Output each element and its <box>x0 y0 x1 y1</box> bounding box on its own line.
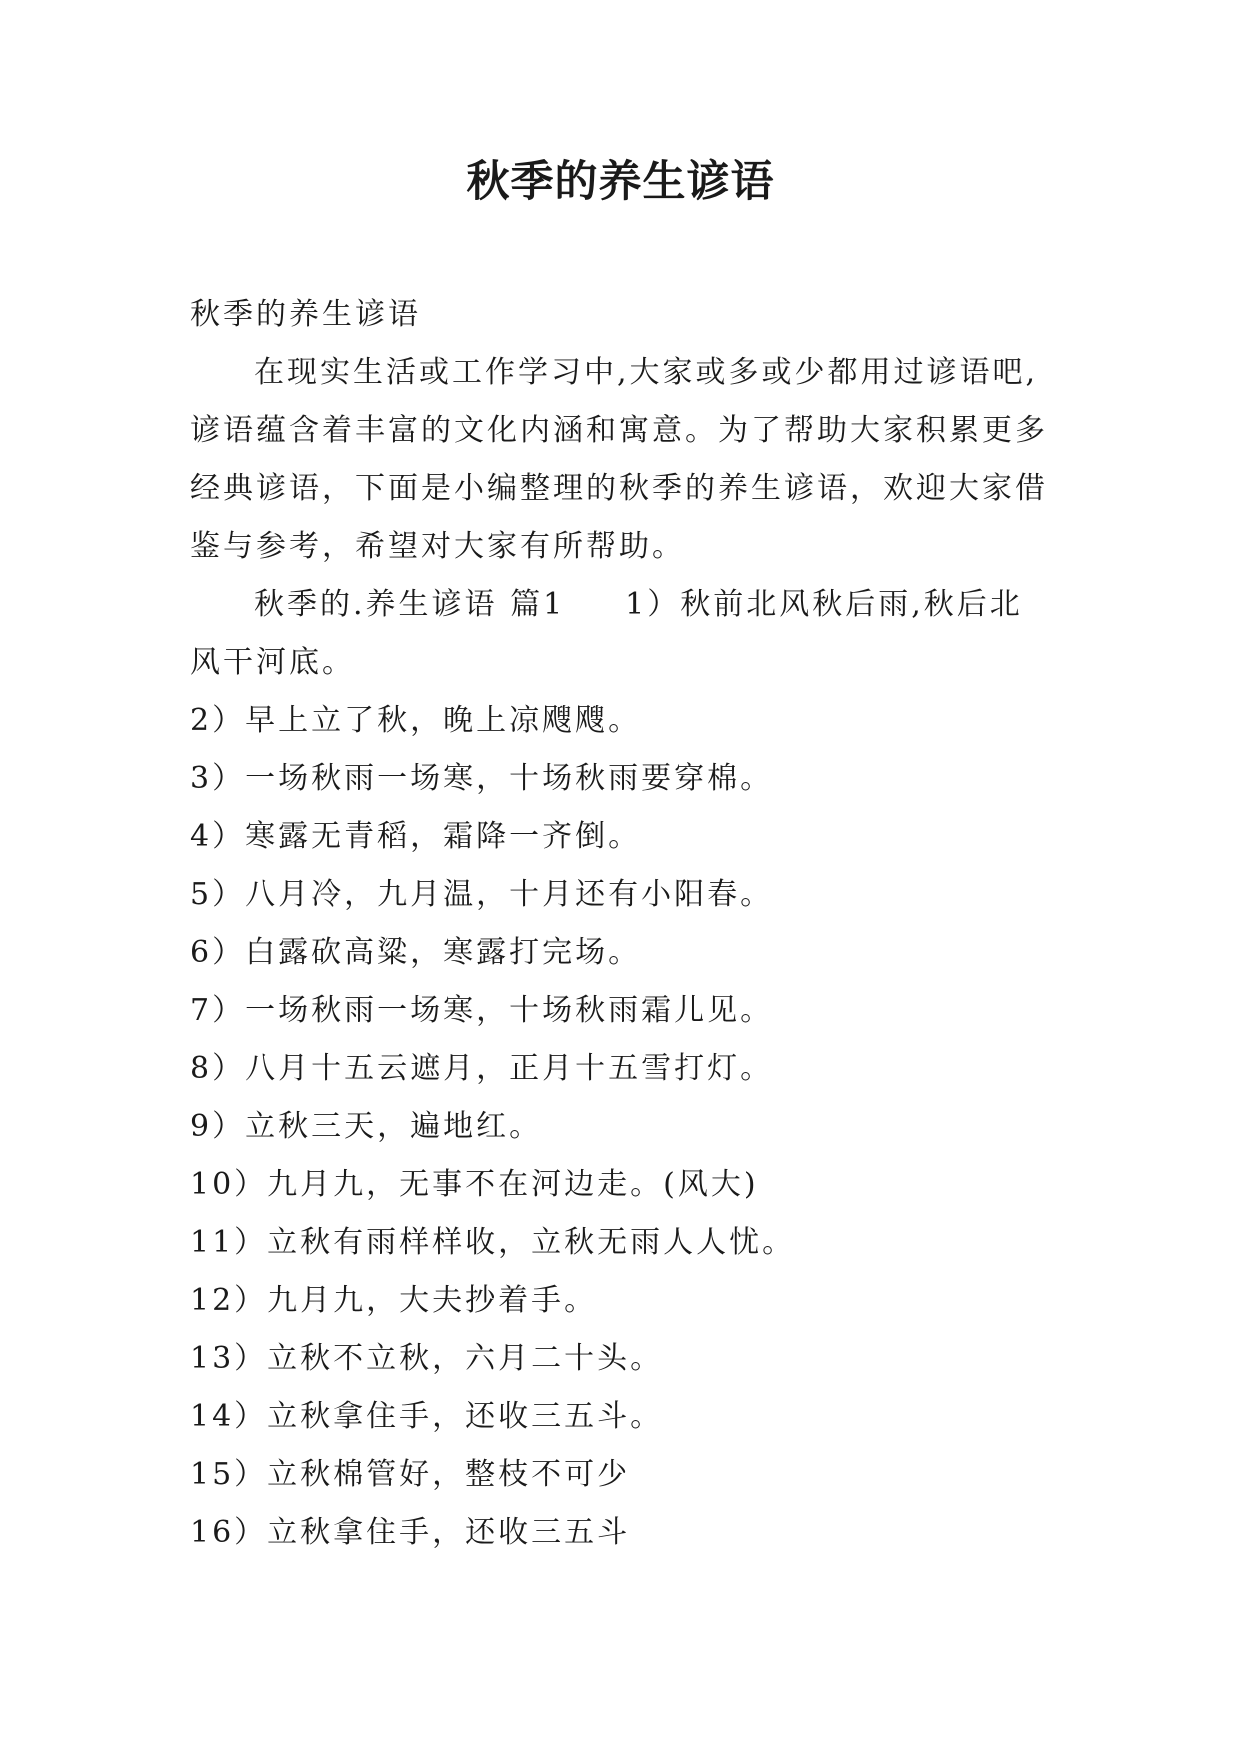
proverb-item-5: 5）八月冷，九月温，十月还有小阳春。 <box>190 877 774 912</box>
proverb-item-11: 11）立秋有雨样样收，立秋无雨人人忧。 <box>190 1225 796 1260</box>
section-heading: 秋季的.养生谚语 篇1 <box>254 587 566 622</box>
proverb-item-1: 1）秋前北风秋后雨,秋后北风干河底。 <box>190 587 1023 680</box>
proverb-item-9: 9）立秋三天，遍地红。 <box>190 1109 543 1144</box>
section-paragraph <box>190 576 1050 692</box>
document-title: 秋季的养生谚语 <box>466 157 775 207</box>
proverb-item-2: 2）早上立了秋，晚上凉飕飕。 <box>190 703 642 738</box>
proverb-item-3: 3）一场秋雨一场寒，十场秋雨要穿棉。 <box>190 761 774 796</box>
proverb-item-10: 10）九月九，无事不在河边走。(风大) <box>190 1167 759 1202</box>
proverb-item-12: 12）九月九，大夫抄着手。 <box>190 1283 598 1318</box>
proverb-item-7: 7）一场秋雨一场寒，十场秋雨霜儿见。 <box>190 993 774 1028</box>
proverb-item-15: 15）立秋棉管好，整枝不可少 <box>190 1457 631 1492</box>
proverb-item-4: 4）寒露无青稻，霜降一齐倒。 <box>190 819 642 854</box>
intro-paragraph: 在现实生活或工作学习中,大家或多或少都用过谚语吧,谚语蕴含着丰富的文化内涵和寓意。为了帮助大家积累更多经典谚语，下面是小编整理的秋季的养生谚语，欢迎大家借鉴与参考，希望对大家有所帮助。 <box>190 355 1048 564</box>
proverb-item-6: 6）白露砍高粱，寒露打完场。 <box>190 935 642 970</box>
proverb-item-13: 13）立秋不立秋，六月二十头。 <box>190 1341 664 1376</box>
document-body <box>190 286 1050 1562</box>
proverb-item-16: 16）立秋拿住手，还收三五斗 <box>190 1515 631 1550</box>
document-subtitle: 秋季的养生谚语 <box>190 297 421 332</box>
proverb-item-14: 14）立秋拿住手，还收三五斗。 <box>190 1399 664 1434</box>
proverb-item-8: 8）八月十五云遮月，正月十五雪打灯。 <box>190 1051 774 1086</box>
